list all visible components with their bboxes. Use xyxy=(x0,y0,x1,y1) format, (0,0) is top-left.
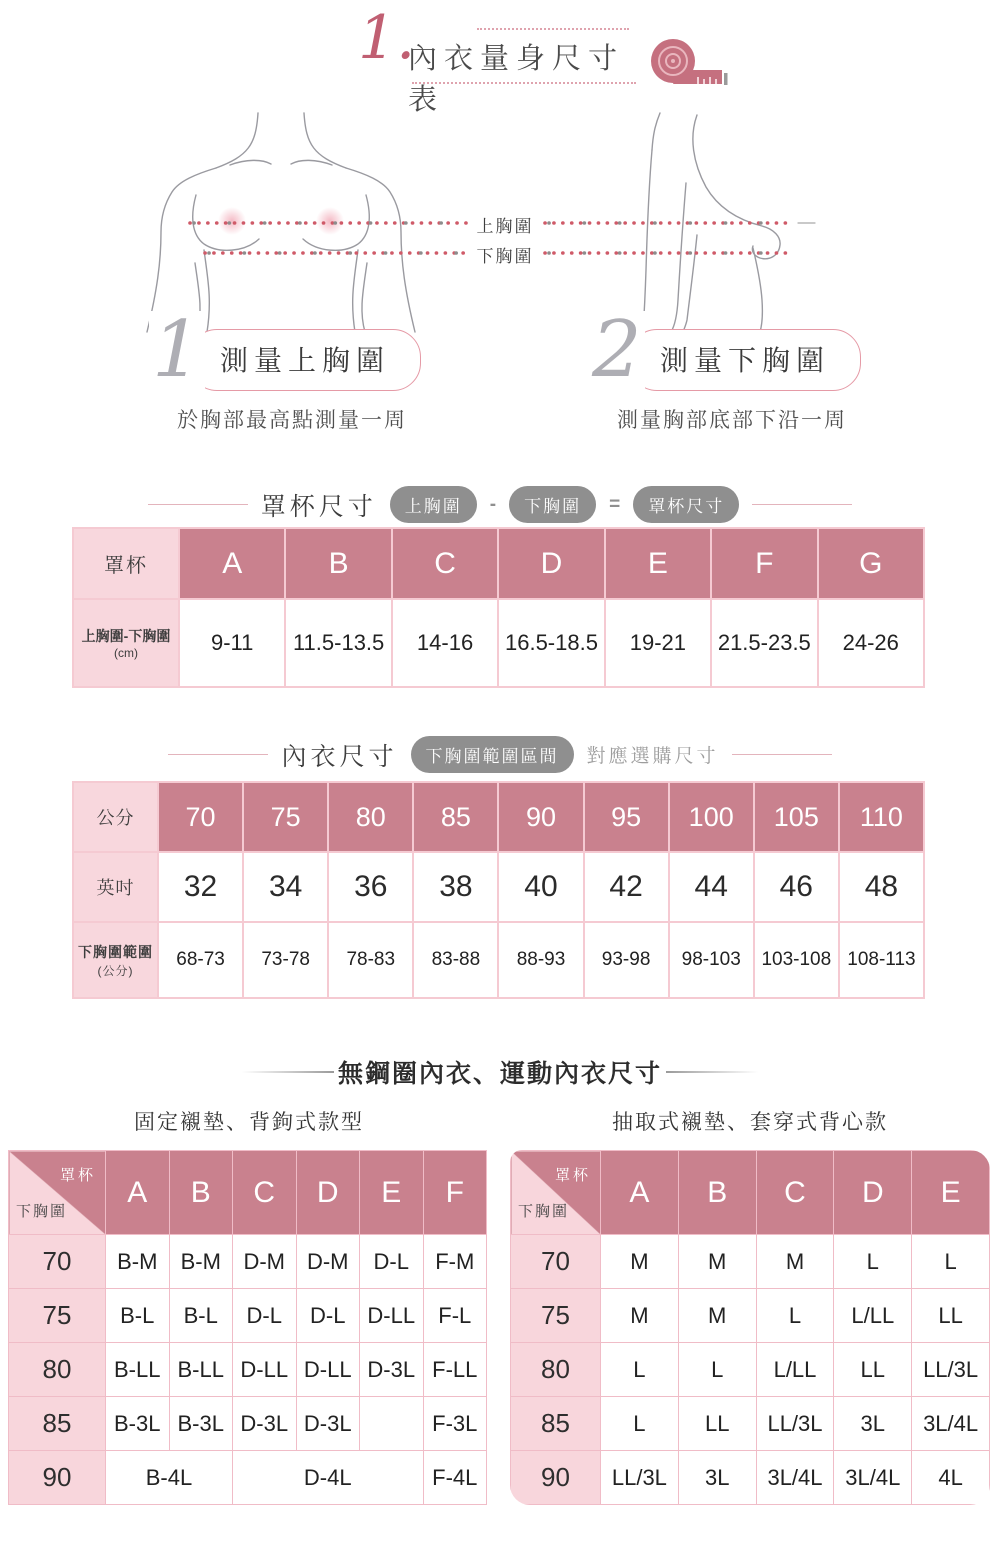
underbust-range-value: 68-73 xyxy=(158,922,243,998)
removable-pad-table xyxy=(510,1150,990,1505)
inch-value: 48 xyxy=(839,852,924,922)
row-label-cup: 罩杯 xyxy=(73,528,179,599)
cm-value: 95 xyxy=(584,782,669,852)
cup-letter: A xyxy=(179,528,285,599)
cup-range-value: 24-26 xyxy=(818,599,924,687)
size-value: F-4L xyxy=(423,1451,487,1505)
row-label-diff xyxy=(73,599,179,687)
size-value: M xyxy=(601,1289,679,1343)
size-value: L xyxy=(678,1343,756,1397)
underbust-range-value: 83-88 xyxy=(413,922,498,998)
size-value: M xyxy=(678,1289,756,1343)
inch-value: 40 xyxy=(498,852,583,922)
cup-letter: D xyxy=(498,528,604,599)
size-value: F-LL xyxy=(423,1343,487,1397)
size-value: LL/3L xyxy=(756,1397,834,1451)
size-value: B-L xyxy=(106,1289,170,1343)
size-value: LL xyxy=(678,1397,756,1451)
divider-line xyxy=(168,754,268,755)
cup-size-heading: 罩杯尺寸 xyxy=(260,492,377,521)
dotted-divider-bottom xyxy=(412,82,636,84)
inch-value: 38 xyxy=(413,852,498,922)
bra-size-table xyxy=(72,781,925,999)
cm-value: 70 xyxy=(158,782,243,852)
cup-size-table-wrap xyxy=(72,527,925,688)
equals-sign: = xyxy=(609,493,621,515)
corner-cup-label: 罩杯 xyxy=(59,1167,96,1184)
cup-size-pill: 罩杯尺寸 xyxy=(633,486,739,523)
wireless-heading: 無鋼圈內衣、運動內衣尺寸 xyxy=(337,1060,662,1088)
bust-point-left xyxy=(218,207,246,235)
corner-cup-label: 罩杯 xyxy=(554,1167,591,1184)
divider-line xyxy=(752,504,852,505)
step-1-number: 1 xyxy=(149,311,205,389)
size-value: L/LL xyxy=(834,1289,912,1343)
size-value: F-L xyxy=(423,1289,487,1343)
inch-value: 46 xyxy=(754,852,839,922)
underbust-range-value: 93-98 xyxy=(584,922,669,998)
band-size-label: 80 xyxy=(9,1343,106,1397)
wireless-section-header xyxy=(0,1054,1000,1090)
size-value: F-M xyxy=(423,1235,487,1289)
measuring-tape-icon xyxy=(646,36,730,92)
underbust-range-value: 78-83 xyxy=(328,922,413,998)
step-2 xyxy=(562,305,902,434)
band-size-label: 85 xyxy=(9,1397,106,1451)
size-value: B-4L xyxy=(106,1451,233,1505)
size-value: D-L xyxy=(296,1289,360,1343)
upper-bust-pill: 上胸圍 xyxy=(390,486,477,523)
cm-value: 90 xyxy=(498,782,583,852)
minus-sign: - xyxy=(489,493,497,515)
cup-letter: E xyxy=(605,528,711,599)
size-value: L xyxy=(601,1397,679,1451)
cup-range-value: 9-11 xyxy=(179,599,285,687)
cup-letter: G xyxy=(818,528,924,599)
cup-range-value: 19-21 xyxy=(605,599,711,687)
size-value: D-L xyxy=(233,1289,297,1343)
size-value: B-3L xyxy=(106,1397,170,1451)
size-value: L/LL xyxy=(756,1343,834,1397)
row-label-main: 下胸圍範圍 xyxy=(78,943,153,960)
underbust-range-value: 103-108 xyxy=(754,922,839,998)
band-size-label: 85 xyxy=(511,1397,601,1451)
size-value: F-3L xyxy=(423,1397,487,1451)
size-value: D-M xyxy=(233,1235,297,1289)
size-value: 3L/4L xyxy=(912,1397,990,1451)
bra-size-heading: 內衣尺寸 xyxy=(281,742,398,771)
size-value: D-M xyxy=(296,1235,360,1289)
size-value: 4L xyxy=(912,1451,990,1505)
cup-letter: C xyxy=(233,1151,297,1235)
divider-line xyxy=(148,504,248,505)
cup-letter: C xyxy=(392,528,498,599)
underbust-range-value: 88-93 xyxy=(498,922,583,998)
size-value: M xyxy=(678,1235,756,1289)
cm-value: 85 xyxy=(413,782,498,852)
underbust-range-pill: 下胸圍範圍區間 xyxy=(411,736,574,773)
cup-letter: A xyxy=(601,1151,679,1235)
step-2-number: 2 xyxy=(589,311,645,389)
cup-range-value: 11.5-13.5 xyxy=(285,599,391,687)
underbust-range-value: 73-78 xyxy=(243,922,328,998)
corner-band-label: 下胸圍 xyxy=(518,1203,570,1220)
size-value: LL xyxy=(912,1289,990,1343)
lower-bust-pill: 下胸圍 xyxy=(509,486,596,523)
cup-letter: F xyxy=(711,528,817,599)
size-value: L xyxy=(601,1343,679,1397)
size-value: L xyxy=(756,1289,834,1343)
bust-point-right xyxy=(316,207,344,235)
cup-range-value: 14-16 xyxy=(392,599,498,687)
divider-line xyxy=(666,1071,758,1073)
row-label-main: 上胸圍-下胸圍 xyxy=(81,628,171,644)
size-value: D-3L xyxy=(360,1343,424,1397)
step-2-description: 測量胸部底部下沿一周 xyxy=(617,409,847,432)
upper-bust-label: 上胸圍 xyxy=(471,212,539,237)
row-label-sub: (cm) xyxy=(114,646,138,660)
corner-band-label: 下胸圍 xyxy=(16,1203,68,1220)
size-value: B-M xyxy=(106,1235,170,1289)
size-value: D-LL xyxy=(296,1343,360,1397)
inch-value: 34 xyxy=(243,852,328,922)
cup-letter: B xyxy=(169,1151,233,1235)
bra-size-section-header xyxy=(0,736,1000,773)
step-2-title-box: 測量下胸圍 xyxy=(629,329,861,391)
cup-letter: A xyxy=(106,1151,170,1235)
cm-value: 100 xyxy=(669,782,754,852)
size-value: LL/3L xyxy=(912,1343,990,1397)
band-size-label: 90 xyxy=(511,1451,601,1505)
band-size-label: 80 xyxy=(511,1343,601,1397)
size-value: L xyxy=(834,1235,912,1289)
cm-value: 110 xyxy=(839,782,924,852)
cup-letter: B xyxy=(285,528,391,599)
size-value: 3L xyxy=(834,1397,912,1451)
cup-size-table xyxy=(72,527,925,688)
lower-bust-label: 下胸圍 xyxy=(471,242,539,267)
cm-value: 105 xyxy=(754,782,839,852)
cup-letter: E xyxy=(912,1151,990,1235)
size-value: 3L/4L xyxy=(756,1451,834,1505)
cup-letter: C xyxy=(756,1151,834,1235)
size-value: LL xyxy=(834,1343,912,1397)
fixed-pad-table xyxy=(8,1150,487,1505)
size-value: B-M xyxy=(169,1235,233,1289)
inch-value: 44 xyxy=(669,852,754,922)
size-note: 對應選購尺寸 xyxy=(586,746,719,767)
removable-pad-table-title: 抽取式襯墊、套穿式背心款 xyxy=(612,1111,888,1134)
row-label-inch: 英吋 xyxy=(73,852,158,922)
size-value: D-LL xyxy=(360,1289,424,1343)
band-size-label: 70 xyxy=(511,1235,601,1289)
size-value: D-L xyxy=(360,1235,424,1289)
bra-size-table-wrap xyxy=(72,781,925,999)
size-value xyxy=(360,1397,424,1451)
size-value: L xyxy=(912,1235,990,1289)
cup-letter: D xyxy=(834,1151,912,1235)
band-size-label: 70 xyxy=(9,1235,106,1289)
row-label-cm: 公分 xyxy=(73,782,158,852)
band-size-label: 90 xyxy=(9,1451,106,1505)
corner-cell xyxy=(511,1151,601,1235)
size-value: D-4L xyxy=(233,1451,424,1505)
cup-range-value: 21.5-23.5 xyxy=(711,599,817,687)
row-label-sub: (公分) xyxy=(97,963,134,978)
fixed-pad-table-wrap xyxy=(8,1150,487,1505)
size-value: D-3L xyxy=(296,1397,360,1451)
cup-letter: B xyxy=(678,1151,756,1235)
size-value: D-LL xyxy=(233,1343,297,1397)
divider-line xyxy=(732,754,832,755)
size-value: D-3L xyxy=(233,1397,297,1451)
size-value: M xyxy=(756,1235,834,1289)
cm-value: 80 xyxy=(328,782,413,852)
band-size-label: 75 xyxy=(511,1289,601,1343)
corner-cell xyxy=(9,1151,106,1235)
size-value: 3L xyxy=(678,1451,756,1505)
divider-line xyxy=(242,1071,334,1073)
size-value: M xyxy=(601,1235,679,1289)
cup-letter: D xyxy=(296,1151,360,1235)
size-value: B-LL xyxy=(169,1343,233,1397)
cup-size-section-header xyxy=(0,486,1000,523)
inch-value: 36 xyxy=(328,852,413,922)
step-1 xyxy=(122,305,462,434)
front-figure xyxy=(147,113,415,332)
page-title: 內衣量身尺寸表 xyxy=(408,43,625,116)
step-1-title-box: 測量上胸圍 xyxy=(189,329,421,391)
band-size-label: 75 xyxy=(9,1289,106,1343)
underbust-range-value: 108-113 xyxy=(839,922,924,998)
cup-letter: F xyxy=(423,1151,487,1235)
cm-value: 75 xyxy=(243,782,328,852)
size-value: LL/3L xyxy=(601,1451,679,1505)
inch-value: 42 xyxy=(584,852,669,922)
dotted-divider-top xyxy=(477,28,629,30)
size-value: B-LL xyxy=(106,1343,170,1397)
cup-range-value: 16.5-18.5 xyxy=(498,599,604,687)
step-1-description: 於胸部最高點測量一周 xyxy=(177,409,407,432)
underbust-range-value: 98-103 xyxy=(669,922,754,998)
page-title-number: 1. xyxy=(358,3,416,73)
row-label-range xyxy=(73,922,158,998)
size-value: 3L/4L xyxy=(834,1451,912,1505)
fixed-pad-table-title: 固定襯墊、背鉤式款型 xyxy=(134,1111,364,1134)
cup-letter: E xyxy=(360,1151,424,1235)
removable-pad-table-wrap xyxy=(510,1150,990,1505)
inch-value: 32 xyxy=(158,852,243,922)
size-value: B-L xyxy=(169,1289,233,1343)
size-value: B-3L xyxy=(169,1397,233,1451)
